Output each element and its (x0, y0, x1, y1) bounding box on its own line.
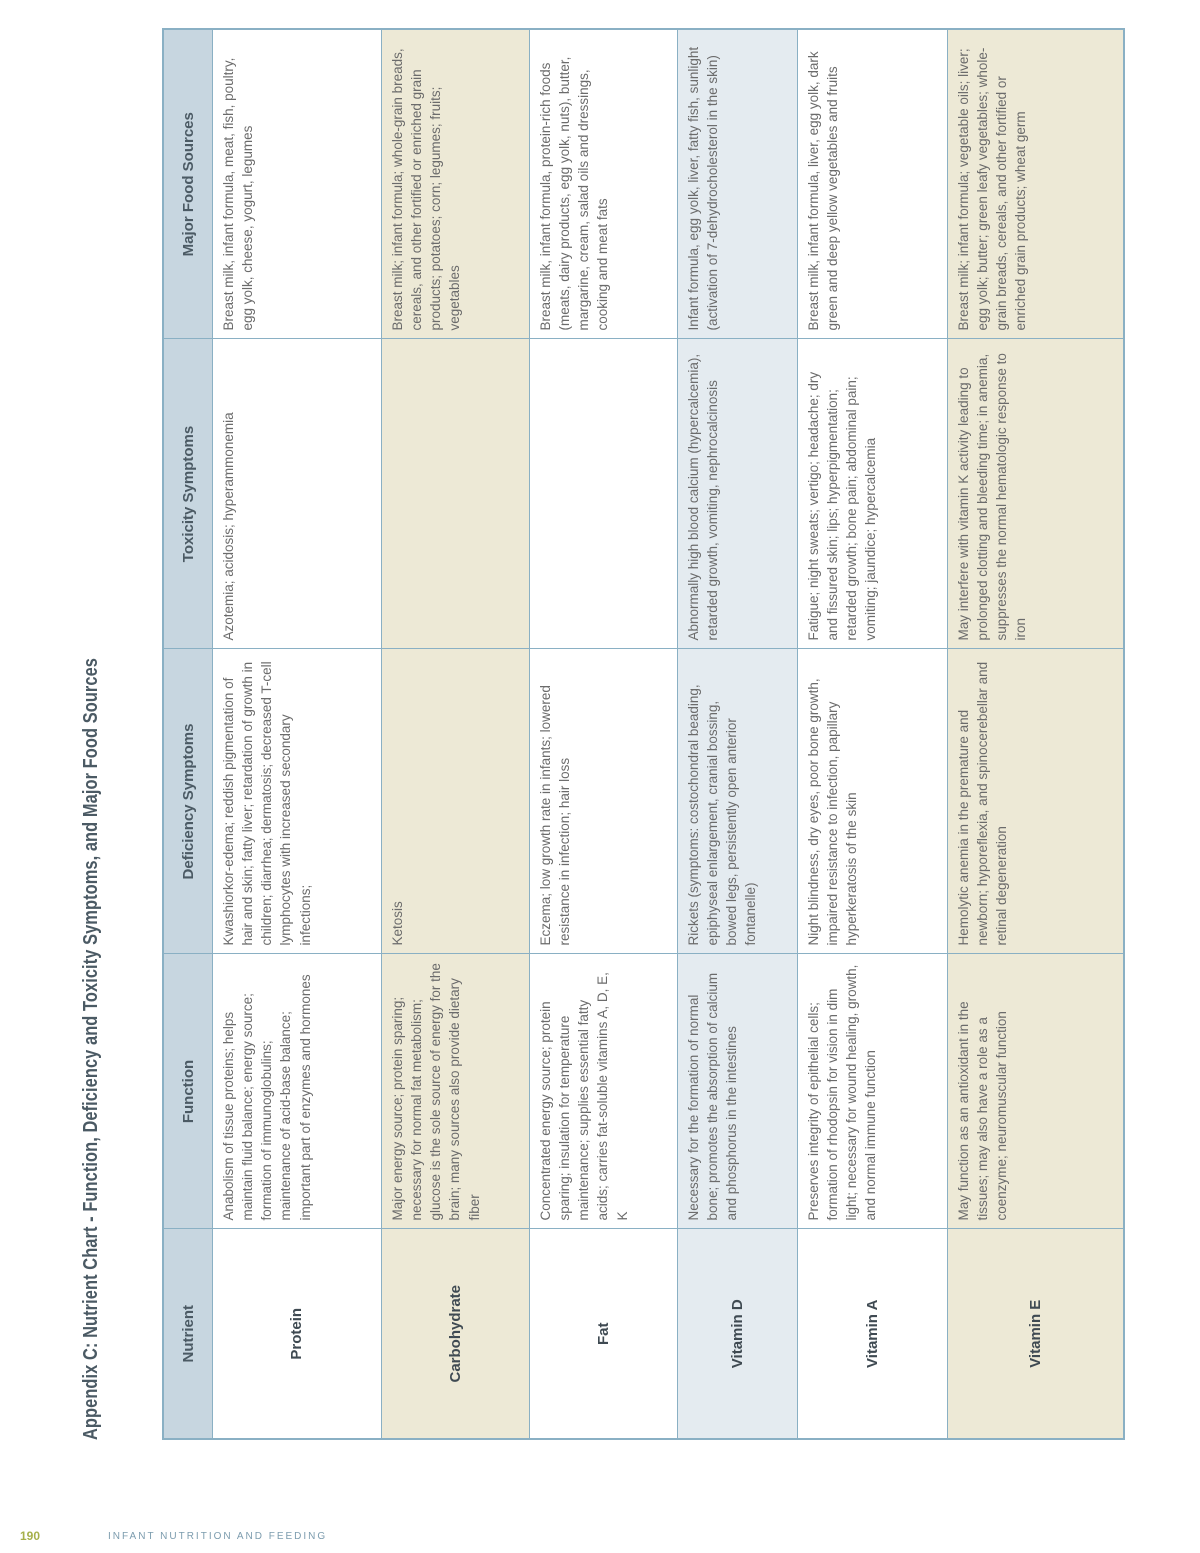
deficiency-cell: Hemolytic anemia in the premature and newborn; hyporeflexia, and spinocerebellar and retinal degeneration (948, 649, 1124, 954)
table-row-fat (530, 29, 678, 1439)
nutrient-name: Carbohydrate (382, 1229, 530, 1439)
deficiency-cell: Eczema; low growth rate in infants; lowered resistance in infection; hair loss (530, 649, 678, 954)
table-row-carbohydrate (382, 29, 530, 1439)
sources-cell: Breast milk, infant formula, liver, egg yolk, dark green and deep yellow vegetables and fruits (798, 29, 948, 339)
deficiency-cell: Ketosis (382, 649, 530, 954)
column-header-toxicity: Toxicity Symptoms (163, 339, 213, 649)
sources-cell: Breast milk, infant formula, protein-rich foods (meats, dairy products, egg yolk, nuts), butter, margarine, cream, salad oils and dressings, cooking and meat fats (530, 29, 678, 339)
column-header-function: Function (163, 954, 213, 1229)
deficiency-cell: Night blindness, dry eyes, poor bone growth, impaired resistance to infection, papillary hyperkeratosis of the skin (798, 649, 948, 954)
nutrient-name: Vitamin D (678, 1229, 798, 1439)
deficiency-cell: Kwashiorkor-edema; reddish pigmentation of hair and skin; fatty liver; retardation of growth in children; diarrhea; dermatosis; decreased T-cell lymphocytes with increased secondary infections; (213, 649, 382, 954)
table-row-vitamin-e (948, 29, 1124, 1439)
column-header-sources: Major Food Sources (163, 29, 213, 339)
toxicity-cell: Azotemia; acidosis; hyperammonemia (213, 339, 382, 649)
page-number: 190 (20, 1529, 41, 1543)
table-row-protein (213, 29, 382, 1439)
toxicity-cell (530, 339, 678, 649)
table-header-row (163, 29, 213, 1439)
sources-cell: Infant formula, egg yolk, liver, fatty fish, sunlight (activation of 7-dehydrocholesterol in the skin) (678, 29, 798, 339)
toxicity-cell (382, 339, 530, 649)
table-row-vitamin-d (678, 29, 798, 1439)
function-cell: Major energy source; protein sparing; necessary for normal fat metabolism; glucose is the sole source of energy for the brain; many sources also provide dietary fiber (382, 954, 530, 1229)
page-footer (0, 1513, 1200, 1553)
sources-cell: Breast milk; infant formula; vegetable oils; liver; egg yolk; butter; green leafy vegetables; whole-grain breads, cereals, and other fortified or enriched grain products; wheat germ (948, 29, 1124, 339)
column-header-nutrient: Nutrient (163, 1229, 213, 1439)
function-cell: Necessary for the formation of normal bone; promotes the absorption of calcium and phosphorus in the intestines (678, 954, 798, 1229)
running-footer-title: INFANT NUTRITION AND FEEDING (108, 1531, 328, 1542)
toxicity-cell: May interfere with vitamin K activity leading to prolonged clotting and bleeding time; in anemia, suppresses the normal hematologic response to iron (948, 339, 1124, 649)
function-cell: Anabolism of tissue proteins; helps maintain fluid balance; energy source; formation of immunoglobulins; maintenance of acid-base balance; important part of enzymes and hormones (213, 954, 382, 1229)
nutrient-name: Fat (530, 1229, 678, 1439)
page-title: Appendix C: Nutrient Chart - Function, Deficiency and Toxicity Symptoms, and Major Food Sources (80, 657, 102, 1440)
rotated-page-content (70, 30, 1180, 1470)
deficiency-cell: Rickets (symptoms: costochondral beading, epiphyseal enlargement, cranial bossing, bowed legs, persistently open anterior fontanelle) (678, 649, 798, 954)
function-cell: May function as an antioxidant in the tissues; may also have a role as a coenzyme; neuromuscular function (948, 954, 1124, 1229)
toxicity-cell: Fatigue; night sweats; vertigo; headache; dry and fissured skin; lips; hyperpigmentation; retarded growth; bone pain; abdominal pain; vomiting; jaundice; hypercalcemia (798, 339, 948, 649)
table-row-vitamin-a (798, 29, 948, 1439)
nutrient-chart-table (162, 28, 1125, 1440)
sources-cell: Breast milk, infant formula, meat, fish, poultry, egg yolk, cheese, yogurt, legumes (213, 29, 382, 339)
column-header-deficiency: Deficiency Symptoms (163, 649, 213, 954)
sources-cell: Breast milk; infant formula; whole-grain breads, cereals, and other fortified or enriched grain products; potatoes; corn; legumes; fruits; vegetables (382, 29, 530, 339)
function-cell: Preserves integrity of epithelial cells; formation of rhodopsin for vision in dim light; necessary for wound healing, growth, and normal immune function (798, 954, 948, 1229)
nutrient-name: Vitamin E (948, 1229, 1124, 1439)
toxicity-cell: Abnormally high blood calcium (hypercalcemia), retarded growth, vomiting, nephrocalcinosis (678, 339, 798, 649)
function-cell: Concentrated energy source; protein sparing; insulation for temperature maintenance; supplies essential fatty acids; carries fat-soluble vitamins A, D, E, K (530, 954, 678, 1229)
nutrient-name: Protein (213, 1229, 382, 1439)
nutrient-name: Vitamin A (798, 1229, 948, 1439)
